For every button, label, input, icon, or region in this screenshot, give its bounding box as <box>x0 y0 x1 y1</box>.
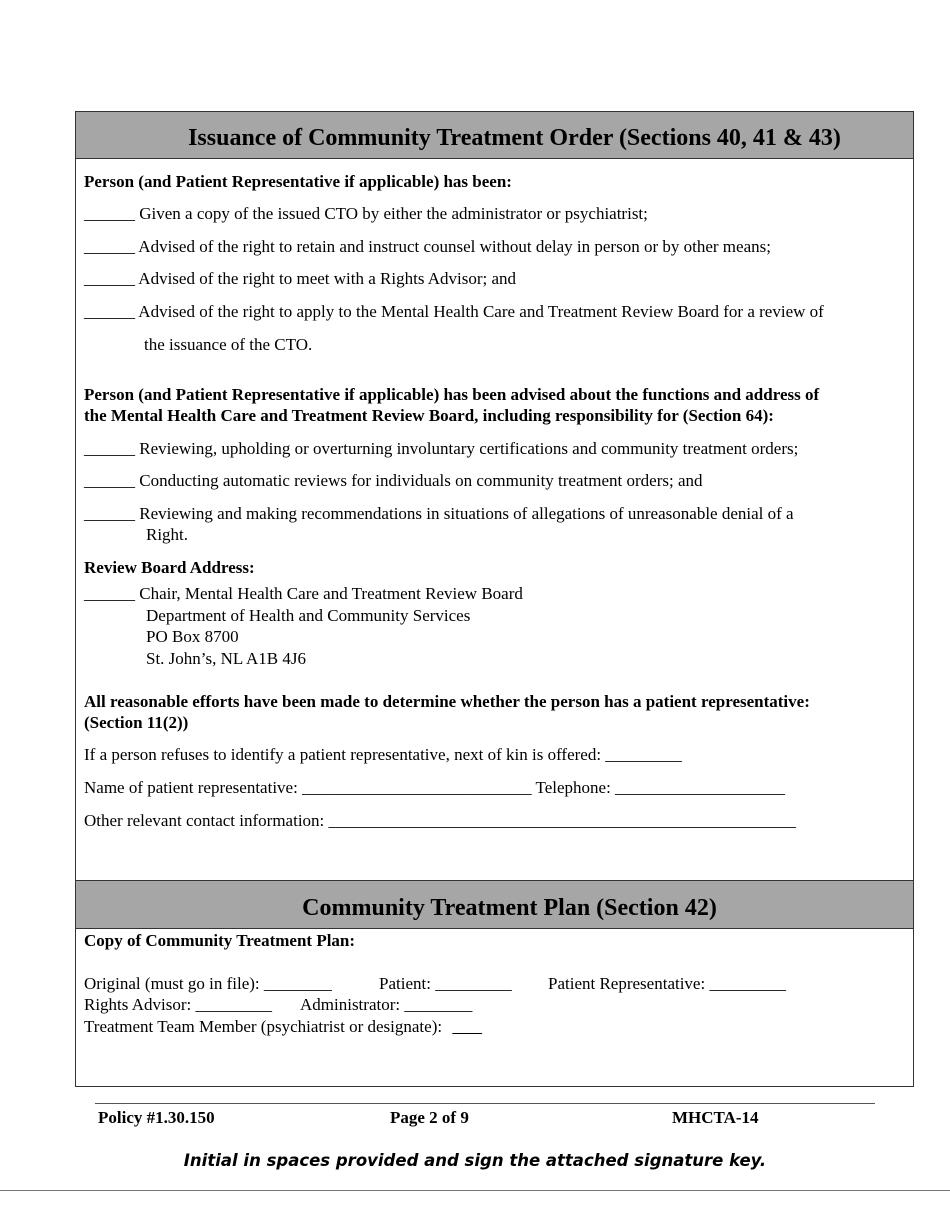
next-of-kin-field: If a person refuses to identify a patient representative, next of kin is offered: _________ <box>84 745 682 764</box>
policy-number: Policy #1.30.150 <box>98 1108 215 1127</box>
address-line: PO Box 8700 <box>146 627 239 646</box>
efforts-heading-cont: (Section 11(2)) <box>84 713 189 732</box>
plan-heading: Copy of Community Treatment Plan: <box>84 931 356 950</box>
section-title-plan: Community Treatment Plan (Section 42) <box>76 880 913 929</box>
checklist-item-reviewing: ______ Reviewing, upholding or overturning involuntary certifications and community treatment orders; <box>84 439 799 458</box>
patient-representative-field: Name of patient representative: ___________________________ Telephone: ____________________ <box>84 778 786 797</box>
team-member-label: Treatment Team Member (psychiatrist or designate): <box>84 1017 443 1036</box>
original-field: Original (must go in file): ________ <box>84 974 332 993</box>
form-number: MHCTA-14 <box>672 1108 759 1127</box>
form-frame <box>75 111 914 1087</box>
checklist-item-recommendations: ______ Reviewing and making recommendations in situations of allegations of unreasonable denial of a <box>84 504 794 523</box>
section-title-cto: Issuance of Community Treatment Order (Sections 40, 41 & 43) <box>76 112 913 159</box>
page-number: Page 2 of 9 <box>390 1108 469 1127</box>
footer-divider <box>95 1103 875 1104</box>
rights-advisor-field: Rights Advisor: _________ <box>84 995 272 1014</box>
section-heading: Person (and Patient Representative if applicable) has been: <box>84 172 512 191</box>
team-member-blank <box>452 1017 482 1036</box>
instruction-note: Initial in spaces provided and sign the attached signature key. <box>183 1151 767 1170</box>
address-line: St. John’s, NL A1B 4J6 <box>146 649 306 668</box>
checklist-item-recommendations-cont: Right. <box>146 525 189 544</box>
checklist-item-review: ______ Advised of the right to apply to the Mental Health Care and Treatment Review Board for a review of <box>84 302 824 321</box>
page-bottom-divider <box>0 1190 950 1191</box>
address-heading: Review Board Address: <box>84 558 255 577</box>
checklist-item-review-cont: the issuance of the CTO. <box>144 335 313 354</box>
checklist-item-rights-advisor: ______ Advised of the right to meet with a Rights Advisor; and <box>84 269 517 288</box>
address-line: ______ Chair, Mental Health Care and Treatment Review Board <box>84 584 523 603</box>
checklist-item-counsel: ______ Advised of the right to retain and instruct counsel without delay in person or by other means; <box>84 237 771 256</box>
patient-field: Patient: _________ <box>379 974 512 993</box>
efforts-heading: All reasonable efforts have been made to determine whether the person has a patient representative: <box>84 692 810 711</box>
checklist-item-copy: ______ Given a copy of the issued CTO by either the administrator or psychiatrist; <box>84 204 648 223</box>
patient-representative-copy-field: Patient Representative: _________ <box>548 974 786 993</box>
administrator-field: Administrator: ________ <box>300 995 473 1014</box>
contact-info-field: Other relevant contact information: _______________________________________________________ <box>84 811 797 830</box>
checklist-item-automatic: ______ Conducting automatic reviews for individuals on community treatment orders; and <box>84 471 703 490</box>
team-member-field <box>84 1017 482 1037</box>
address-line: Department of Health and Community Services <box>146 606 471 625</box>
section-heading-board-cont: the Mental Health Care and Treatment Review Board, including responsibility for (Section 64): <box>84 406 774 425</box>
section-heading-board: Person (and Patient Representative if applicable) has been advised about the functions and address of <box>84 385 820 404</box>
